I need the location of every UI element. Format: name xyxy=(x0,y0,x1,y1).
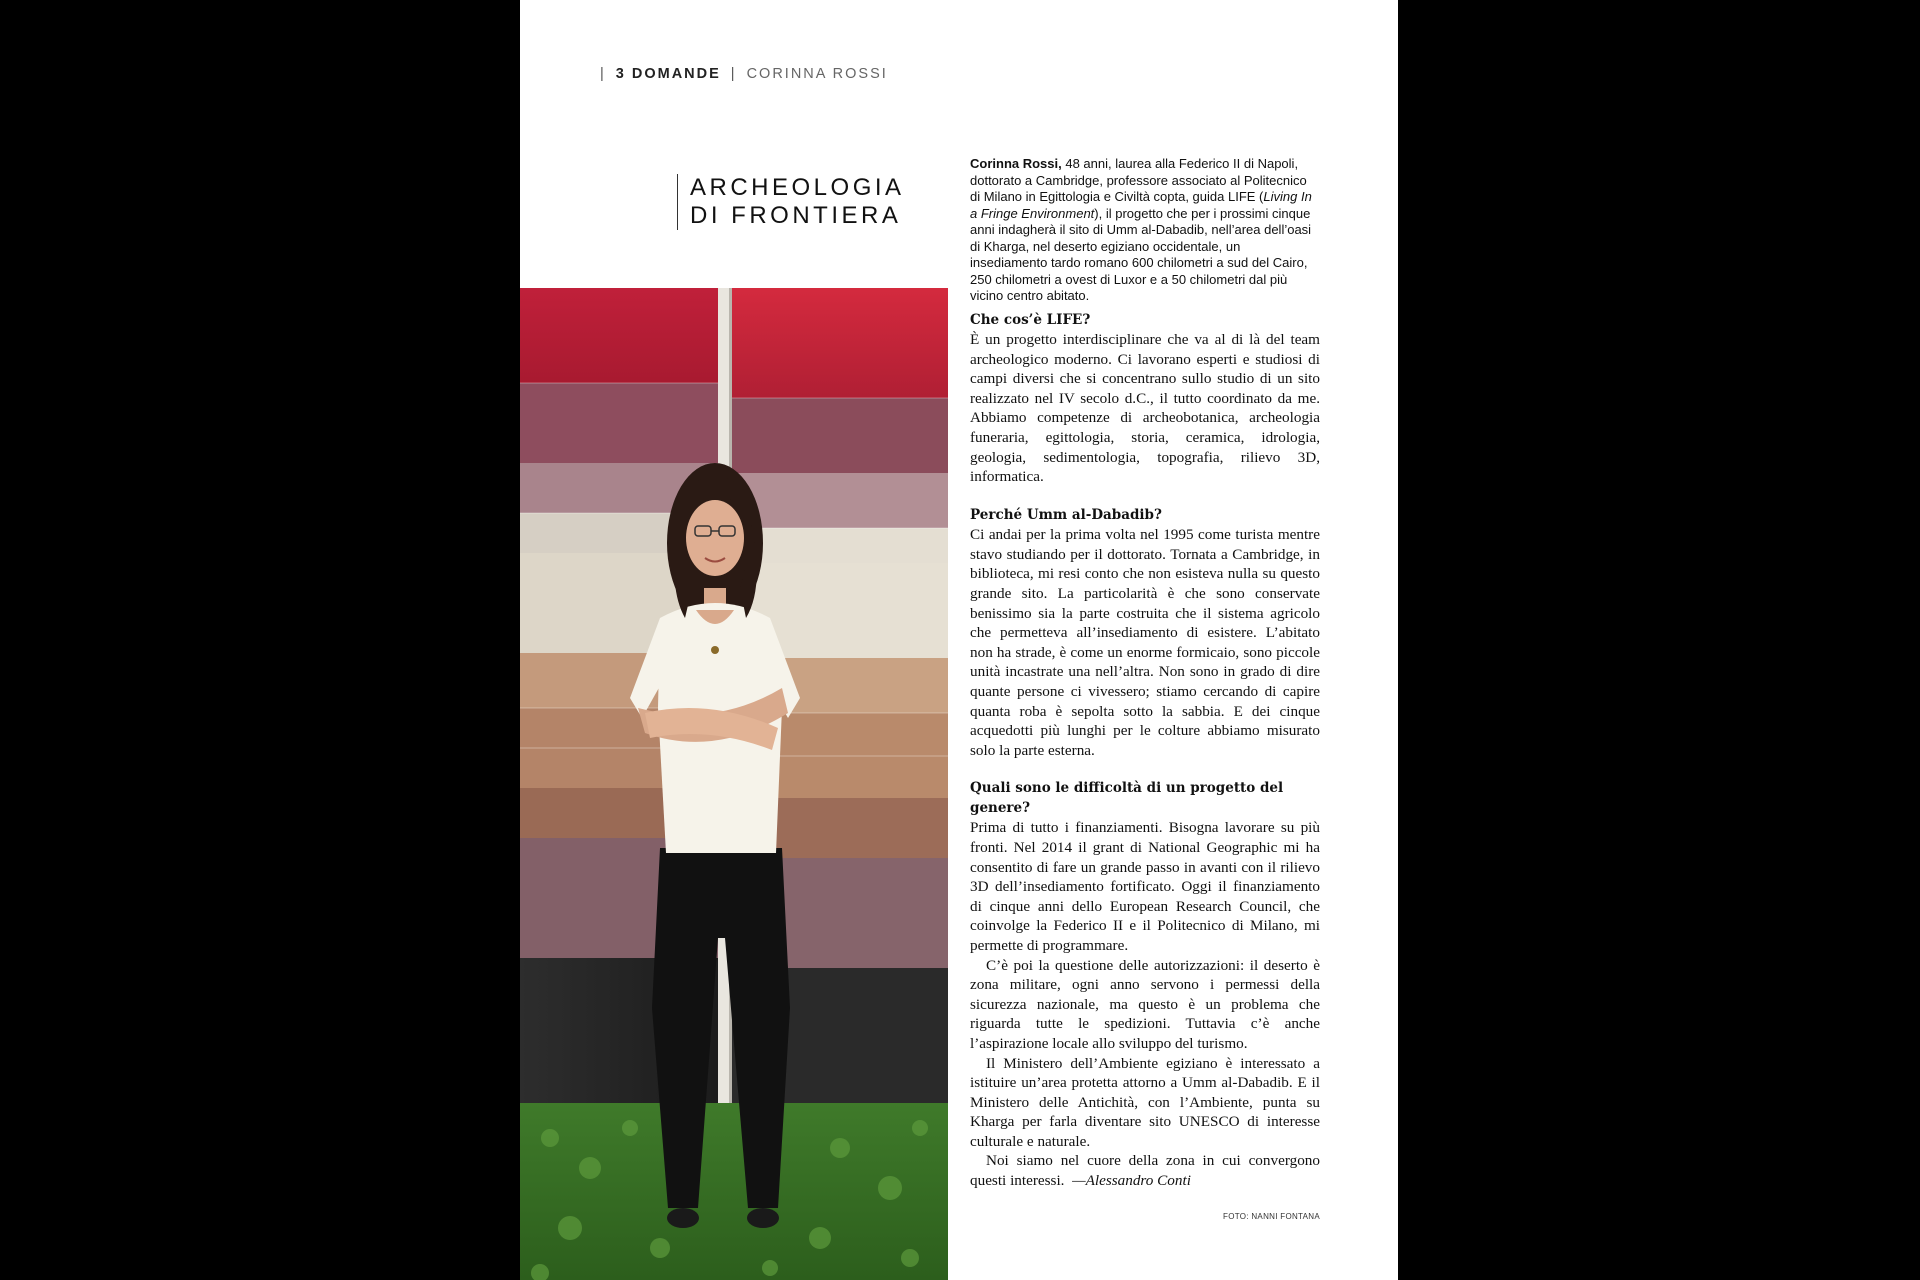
closing-text: Noi siamo nel cuore della zona in cui convergono questi interessi. xyxy=(970,1152,1320,1190)
portrait-photo xyxy=(520,288,948,1280)
answer-3-closing xyxy=(970,1151,1320,1190)
title-line-1: ARCHEOLOGIA xyxy=(690,174,905,202)
intro-text: 48 anni, laurea alla Federico II di Napoli, dottorato a Cambridge, professore associato al Politecnico di Milano in Egittologia e Civiltà copta, guida LIFE ( xyxy=(970,156,1307,204)
header-divider: | xyxy=(600,66,606,82)
header-author: CORINNA ROSSI xyxy=(746,66,888,82)
question-1: Che cos’è LIFE? xyxy=(970,311,1091,328)
magazine-page xyxy=(520,0,1398,1280)
intro-italic: Living In a Fringe Environment xyxy=(970,189,1312,221)
article-body xyxy=(970,156,1320,1191)
answer-3-paragraph: Il Ministero dell’Ambiente egiziano è interessato a istituire un’area protetta attorno a Umm al-Dabadib. E il Ministero delle Antichità, con l’Ambiente, punta su Kharga per farla diventare sito UNESCO di interesse culturale e naturale. xyxy=(970,1054,1320,1150)
section-label: 3 DOMANDE xyxy=(615,66,721,82)
answer-3: Prima di tutto i finanziamenti. Bisogna lavorare su più fronti. Nel 2014 il grant di National Geographic mi ha consentito di fare un grande passo in avanti con il rilievo 3D dell’insediamento fortificato. Oggi il finanziamento di cinque anni dello European Research Council, che coinvolge la Federico II e il Politecnico di Milano, mi permette di programmare. xyxy=(970,819,1320,954)
question-3: Quali sono le difficoltà di un progetto del genere? xyxy=(970,780,1284,816)
intro-name: Corinna Rossi, xyxy=(970,156,1062,171)
photo-credit: FOTO: NANNI FONTANA xyxy=(1223,1212,1320,1221)
article-title xyxy=(677,174,905,230)
answer-2: Ci andai per la prima volta nel 1995 come turista mentre stavo studiando per il dottorato. Tornata a Cambridge, in biblioteca, mi resi conto che non esisteva nulla su questo grande sito. La particolarità è che sono conservate benissimo sia la parte costruita che il sistema agricolo che permetteva all’insediamento di esistere. L’abitato non ha strade, è come un enorme formicaio, sono piccole unità incastrate una nell’altra. Non sono in grado di dire quante persone ci vivessero; stiamo cercando di capire quanta roba è sepolta sotto la sabbia. E dei cinque acquedotti più lunghi per le colture abbiamo misurato solo la parte esterna. xyxy=(970,526,1320,759)
header-divider: | xyxy=(730,66,737,82)
running-header xyxy=(600,66,888,82)
intro-paragraph xyxy=(970,156,1320,305)
answer-1: È un progetto interdisciplinare che va al di là del team archeologico moderno. Ci lavorano esperti e studiosi di campi diversi che si concentrano sullo studio di un sito realizzato nel IV secolo d.C., il tutto coordinato da me. Abbiamo competenze di archeobotanica, archeologia funeraria, egittologia, storia, ceramica, idrologia, geologia, sedimentologia, topografia, rilievo 3D, informatica. xyxy=(970,331,1320,486)
author-signature: —Alessandro Conti xyxy=(1072,1172,1191,1190)
intro-text-end: ), il progetto che per i prossimi cinque anni indagherà il sito di Umm al-Dabadib, nell’area dell’oasi di Kharga, nel deserto egiziano occidentale, un insediamento tardo romano 600 chilometri a sud del Cairo, 250 chilometri a ovest di Luxor e a 50 chilometri dal più vicino centro abitato. xyxy=(970,205,1312,303)
answer-3-paragraph: C’è poi la questione delle autorizzazioni: il deserto è zona militare, ogni anno servono i permessi della sicurezza nazionale, ma questo è un problema che riguarda tutte le spedizioni. Tuttavia c’è anche l’aspirazione locale allo sviluppo del turismo. xyxy=(970,956,1320,1052)
question-2: Perché Umm al-Dabadib? xyxy=(970,506,1162,523)
title-line-2: DI FRONTIERA xyxy=(690,202,902,230)
